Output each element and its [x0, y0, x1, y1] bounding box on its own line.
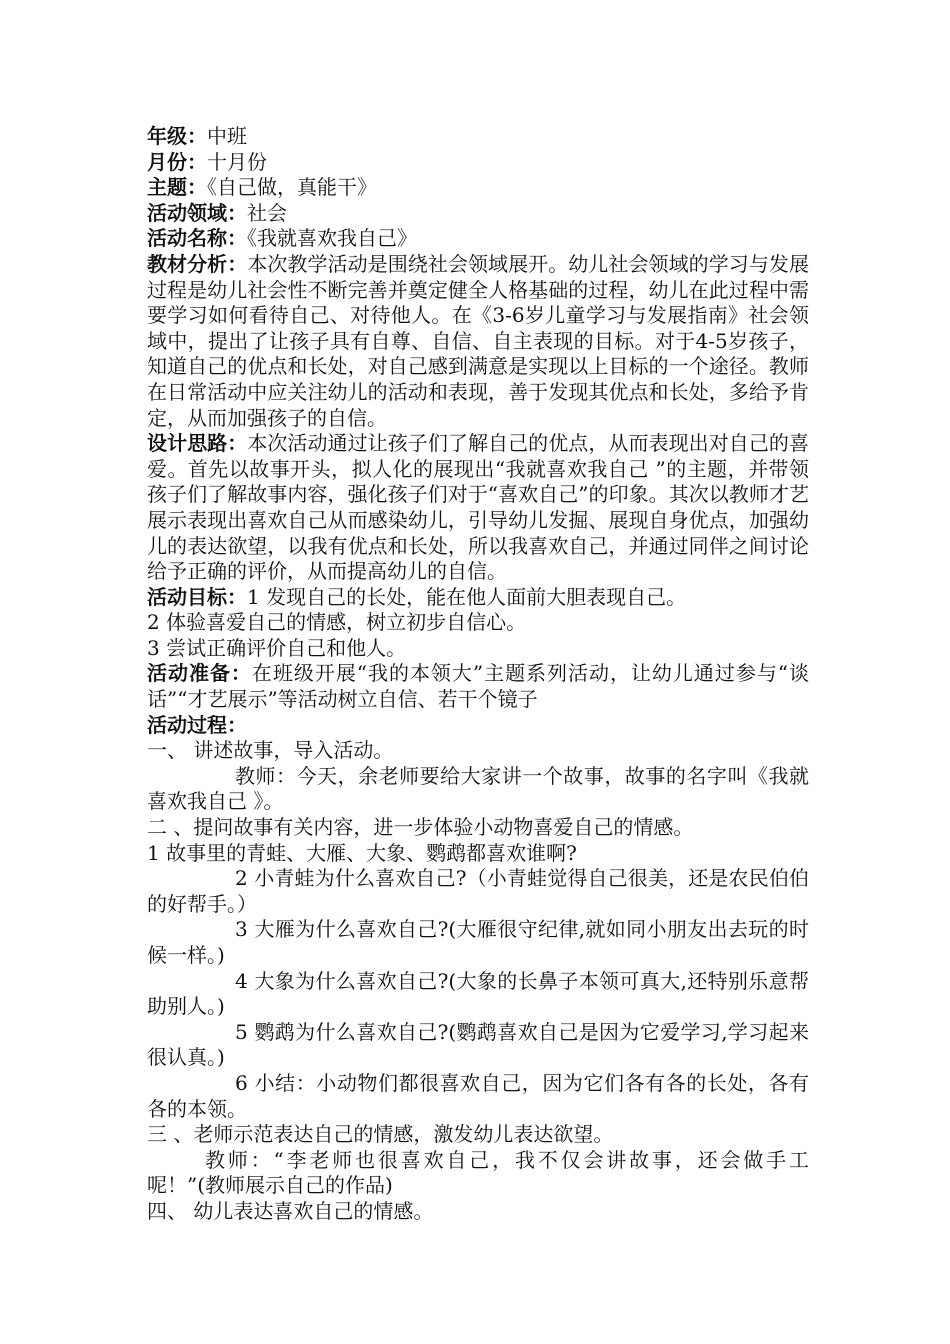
month-value: 十月份	[207, 149, 267, 174]
question-text: 5 鹦鹉为什么喜欢自己?(鹦鹉喜欢自己是因为它爱学习,学习起来很认真。)	[147, 1019, 809, 1070]
analysis-label: 教材分析：	[147, 251, 248, 276]
question-item: 1 故事里的青蛙、大雁、大象、鹦鹉都喜欢谁啊?	[147, 840, 577, 865]
question-item	[147, 917, 809, 968]
month-label: 月份：	[147, 149, 207, 174]
teacher-speech-text: 教师：“李老师也很喜欢自己，我不仅会讲故事，还会做手工呢！”(教师展示自己的作品)	[147, 1147, 809, 1198]
question-text: 6 小结：小动物们都很喜欢自己，因为它们各有各的长处，各有各的本领。	[147, 1070, 809, 1121]
prep-text: 在班级开展“我的本领大”主题系列活动，让幼儿通过参与“谈话”“才艺展示”等活动树立自信、若干个镜子	[147, 661, 809, 712]
teacher-speech	[147, 1148, 809, 1199]
month-line	[147, 150, 809, 176]
goals-line	[147, 585, 809, 611]
question-text: 4 大象为什么喜欢自己?(大象的长鼻子本领可真大,还特别乐意帮助别人。)	[147, 968, 809, 1019]
theme-label: 主题：	[147, 175, 207, 200]
question-item	[147, 1071, 809, 1122]
question-item	[147, 969, 809, 1020]
design-text: 本次活动通过让孩子们了解自己的优点，从而表现出对自己的喜爱。首先以故事开头，拟人化的展现出“我就喜欢我自己 ”的主题，并带领孩子们了解故事内容，强化孩子们对于“喜欢自己”的印象。其次以教师才艺展示表现出喜欢自己从而感染幼儿，引导幼儿发掘、展现自身优点，加强幼儿的表达欲望，以我有优点和长处，所以我喜欢自己，并通过同伴之间讨论给予正确的评价，从而提高幼儿的自信。	[147, 431, 809, 584]
process-step: 四、 幼儿表达喜欢自己的情感。	[147, 1198, 434, 1223]
process-step: 三 、老师示范表达自己的情感，激发幼儿表达欲望。	[147, 1122, 614, 1147]
goal-item: 1 发现自己的长处，能在他人面前大胆表现自己。	[247, 584, 687, 609]
design-label: 设计思路：	[147, 431, 248, 456]
domain-label: 活动领域：	[147, 200, 247, 225]
theme-value: 《自己做，真能干》	[207, 175, 377, 200]
goal-item: 3 尝试正确评价自己和他人。	[147, 635, 407, 660]
goal-item: 2 体验喜爱自己的情感，树立初步自信心。	[147, 610, 527, 635]
grade-label: 年级：	[147, 124, 207, 148]
teacher-speech	[147, 764, 809, 815]
theme-line	[147, 175, 809, 201]
question-item	[147, 866, 809, 917]
process-step: 二 、提问故事有关内容，进一步体验小动物喜爱自己的情感。	[147, 815, 694, 840]
activity-name-value: 《我就喜欢我自己》	[247, 226, 417, 251]
grade-value: 中班	[207, 124, 247, 148]
question-text: 2 小青蛙为什么喜欢自己?（小青蛙觉得自己很美，还是农民伯伯的好帮手。）	[147, 866, 809, 916]
goals-label: 活动目标：	[147, 584, 247, 609]
grade-line	[147, 124, 809, 150]
activity-name-line	[147, 226, 809, 252]
process-label: 活动过程：	[147, 712, 247, 737]
design-paragraph	[147, 431, 809, 585]
analysis-paragraph	[147, 252, 809, 431]
prep-paragraph	[147, 661, 809, 712]
prep-label: 活动准备：	[147, 661, 252, 686]
analysis-text: 本次教学活动是围绕社会领域展开。幼儿社会领域的学习与发展过程是幼儿社会性不断完善并奠定健全人格基础的过程，幼儿在此过程中需要学习如何看待自己、对待他人。在《3-6岁儿童学习与发展指南》社会领域中，提出了让孩子具有自尊、自信、自主表现的目标。对于4-5岁孩子，知道自己的优点和长处，对自己感到满意是实现以上目标的一个途径。教师在日常活动中应关注幼儿的活动和表现，善于发现其优点和长处，多给予肯定，从而加强孩子的自信。	[147, 251, 809, 430]
domain-value: 社会	[247, 200, 287, 225]
teacher-speech-text: 教师：今天，余老师要给大家讲一个故事，故事的名字叫《我就喜欢我自己 》。	[147, 763, 809, 814]
lesson-plan-document	[147, 124, 809, 1225]
question-item	[147, 1020, 809, 1071]
activity-name-label: 活动名称：	[147, 226, 247, 251]
process-step: 一、 讲述故事，导入活动。	[147, 738, 394, 763]
domain-line	[147, 201, 809, 227]
question-text: 3 大雁为什么喜欢自己?(大雁很守纪律,就如同小朋友出去玩的时候一样。)	[147, 917, 809, 967]
